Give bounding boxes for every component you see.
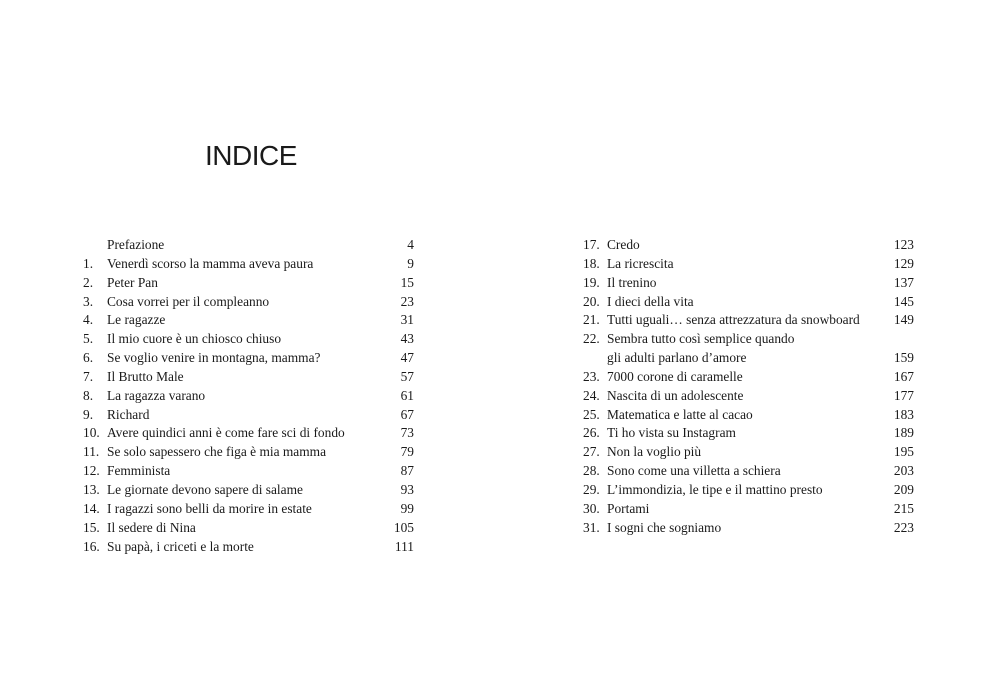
toc-entry-page-number: 57 bbox=[400, 368, 414, 384]
toc-entry-number: 11. bbox=[83, 444, 100, 460]
toc-entry bbox=[83, 330, 414, 349]
toc-entry-number: 22. bbox=[583, 331, 600, 347]
toc-entry bbox=[83, 481, 414, 500]
toc-entry-page-number: 183 bbox=[893, 406, 914, 422]
toc-entry-title: Avere quindici anni è come fare sci di fondo bbox=[107, 425, 345, 441]
toc-entry bbox=[83, 236, 414, 255]
toc-entry-number: 2. bbox=[83, 274, 94, 290]
toc-entry-title: La ragazza varano bbox=[107, 387, 206, 403]
toc-entry-number: 26. bbox=[583, 425, 600, 441]
toc-entry-title: Il Brutto Male bbox=[107, 368, 184, 384]
toc-entry-page-number: 23 bbox=[400, 293, 414, 309]
toc-entry bbox=[583, 387, 914, 406]
toc-entry bbox=[583, 255, 914, 274]
toc-entry bbox=[83, 443, 414, 462]
toc-entry bbox=[583, 311, 914, 330]
toc-entry-title: Sono come una villetta a schiera bbox=[607, 463, 781, 479]
toc-entry-title: Portami bbox=[607, 500, 650, 516]
toc-entry-page-number: 43 bbox=[400, 331, 414, 347]
toc-entry-title: Se solo sapessero che figa è mia mamma bbox=[107, 444, 327, 460]
toc-entry bbox=[83, 387, 414, 406]
toc-entry-number: 23. bbox=[583, 368, 600, 384]
toc-entry-title: Credo bbox=[607, 237, 640, 252]
toc-entry-title: I ragazzi sono belli da morire in estate bbox=[107, 500, 312, 516]
toc-entry-number: 12. bbox=[83, 463, 100, 479]
toc-entry bbox=[583, 500, 914, 519]
toc-entry-number: 14. bbox=[83, 500, 100, 516]
toc-entry-number: 1. bbox=[83, 255, 94, 271]
toc-entry-title: Venerdì scorso la mamma aveva paura bbox=[107, 255, 314, 271]
toc-entry bbox=[583, 274, 914, 293]
toc-entry-page-number: 99 bbox=[400, 500, 414, 516]
toc-entry bbox=[83, 500, 414, 519]
toc-entry-title: Nascita di un adolescente bbox=[607, 387, 744, 403]
toc-entry-number: 24. bbox=[583, 387, 600, 403]
toc-entry-page-number: 137 bbox=[893, 274, 914, 290]
toc-entry-title: Sembra tutto così semplice quando bbox=[607, 331, 795, 347]
toc-entry-number: 13. bbox=[83, 481, 100, 497]
toc-entry bbox=[583, 519, 914, 538]
toc-entry-number: 21. bbox=[583, 312, 600, 328]
toc-entry bbox=[583, 443, 914, 462]
toc-entry bbox=[583, 368, 914, 387]
toc-entry-number: 6. bbox=[83, 350, 94, 366]
toc-entry bbox=[83, 255, 414, 274]
toc-entry-page-number: 195 bbox=[893, 444, 914, 460]
toc-entry-page-number: 159 bbox=[893, 350, 914, 366]
toc-entry-page-number: 209 bbox=[893, 481, 914, 497]
toc-entry-title: Femminista bbox=[107, 463, 171, 479]
toc-entry-page-number: 73 bbox=[400, 425, 414, 441]
toc-entry-title: Le giornate devono sapere di salame bbox=[107, 481, 303, 497]
toc-entry-title: Non la voglio più bbox=[607, 444, 702, 460]
toc-entry-page-number: 79 bbox=[400, 444, 414, 460]
toc-entry-page-number: 189 bbox=[893, 425, 914, 441]
toc-entry-title: L’immondizia, le tipe e il mattino presto bbox=[607, 481, 823, 497]
toc-entry-title: Su papà, i criceti e la morte bbox=[107, 538, 254, 554]
toc-entry-page-number: 15 bbox=[400, 274, 414, 290]
toc-entry-page-number: 4 bbox=[407, 237, 414, 252]
toc-entry-title: Il sedere di Nina bbox=[107, 519, 196, 535]
toc-entry bbox=[83, 349, 414, 368]
toc-entry-number: 29. bbox=[583, 481, 600, 497]
toc-entry-number: 19. bbox=[583, 274, 600, 290]
toc-entry-number: 9. bbox=[83, 406, 94, 422]
toc-entry-title: Il mio cuore è un chiosco chiuso bbox=[107, 331, 282, 347]
toc-entry bbox=[83, 311, 414, 330]
toc-entry-page-number: 31 bbox=[400, 312, 414, 328]
toc-entry-number: 8. bbox=[83, 387, 94, 403]
toc-entry-number: 17. bbox=[583, 237, 600, 252]
toc-entry-page-number: 67 bbox=[400, 406, 414, 422]
toc-entry-number: 18. bbox=[583, 255, 600, 271]
toc-entry bbox=[83, 424, 414, 443]
toc-entry-number: 25. bbox=[583, 406, 600, 422]
toc-entry-page-number: 223 bbox=[893, 519, 914, 535]
toc-entry bbox=[583, 236, 914, 255]
toc-entry-title: I sogni che sogniamo bbox=[607, 519, 722, 535]
toc-entry bbox=[583, 462, 914, 481]
toc-entry bbox=[83, 274, 414, 293]
toc-entry-title: Le ragazze bbox=[107, 312, 166, 328]
toc-entry-title: Tutti uguali… senza attrezzatura da snowboard bbox=[607, 312, 860, 328]
toc-entry-title: 7000 corone di caramelle bbox=[607, 368, 743, 384]
toc-entry-title: I dieci della vita bbox=[607, 293, 694, 309]
toc-entry-title: Prefazione bbox=[107, 237, 165, 252]
toc-entry-title: Matematica e latte al cacao bbox=[607, 406, 753, 422]
toc-entry-number: 28. bbox=[583, 463, 600, 479]
toc-entry-page-number: 61 bbox=[400, 387, 414, 403]
toc-entry-number: 30. bbox=[583, 500, 600, 516]
toc-entry bbox=[583, 481, 914, 500]
toc-entry-number: 10. bbox=[83, 425, 100, 441]
toc-entry-page-number: 123 bbox=[893, 237, 914, 252]
toc-entry-number: 27. bbox=[583, 444, 600, 460]
toc-entry-title: Cosa vorrei per il compleanno bbox=[107, 293, 270, 309]
toc-entry-page-number: 177 bbox=[893, 387, 914, 403]
toc-entry bbox=[583, 349, 914, 368]
toc-entry bbox=[583, 293, 914, 312]
toc-entry-page-number: 167 bbox=[893, 368, 914, 384]
toc-entry bbox=[83, 406, 414, 425]
toc-entry bbox=[83, 519, 414, 538]
toc-entry-page-number: 129 bbox=[893, 255, 914, 271]
toc-entry-page-number: 145 bbox=[893, 293, 914, 309]
toc-entry-number: 4. bbox=[83, 312, 94, 328]
toc-entry-number: 15. bbox=[83, 519, 100, 535]
toc-left-column bbox=[83, 236, 414, 556]
toc-entry bbox=[83, 462, 414, 481]
toc-entry-title: gli adulti parlano d’amore bbox=[607, 350, 747, 366]
toc-right-column bbox=[583, 236, 914, 538]
toc-entry-page-number: 215 bbox=[893, 500, 914, 516]
toc-entry-number: 5. bbox=[83, 331, 94, 347]
toc-entry-number: 20. bbox=[583, 293, 600, 309]
toc-entry-page-number: 203 bbox=[893, 463, 914, 479]
toc-entry-title: Richard bbox=[107, 406, 150, 422]
toc-entry-title: La ricrescita bbox=[607, 255, 674, 271]
page-title: INDICE bbox=[205, 140, 297, 171]
toc-entry-page-number: 149 bbox=[893, 312, 914, 328]
toc-entry-title: Il trenino bbox=[607, 274, 657, 290]
toc-entry bbox=[83, 293, 414, 312]
toc-entry bbox=[583, 406, 914, 425]
toc-entry-page-number: 111 bbox=[394, 538, 414, 554]
toc-entry bbox=[83, 538, 414, 557]
toc-entry-number: 16. bbox=[83, 538, 100, 554]
toc-entry-number: 7. bbox=[83, 368, 94, 384]
toc-entry-number: 31. bbox=[583, 519, 600, 535]
toc-entry bbox=[583, 424, 914, 443]
toc-entry-page-number: 87 bbox=[400, 463, 414, 479]
toc-entry-page-number: 105 bbox=[393, 519, 414, 535]
toc-entry-title: Ti ho vista su Instagram bbox=[607, 425, 736, 441]
toc-entry-page-number: 93 bbox=[400, 481, 414, 497]
toc-entry-title: Se voglio venire in montagna, mamma? bbox=[107, 350, 321, 366]
toc-entry-page-number: 9 bbox=[407, 255, 414, 271]
toc-entry-title: Peter Pan bbox=[107, 274, 158, 290]
toc-entry-number: 3. bbox=[83, 293, 94, 309]
toc-entry-page-number: 47 bbox=[400, 350, 414, 366]
toc-entry bbox=[583, 330, 914, 349]
toc-entry bbox=[83, 368, 414, 387]
